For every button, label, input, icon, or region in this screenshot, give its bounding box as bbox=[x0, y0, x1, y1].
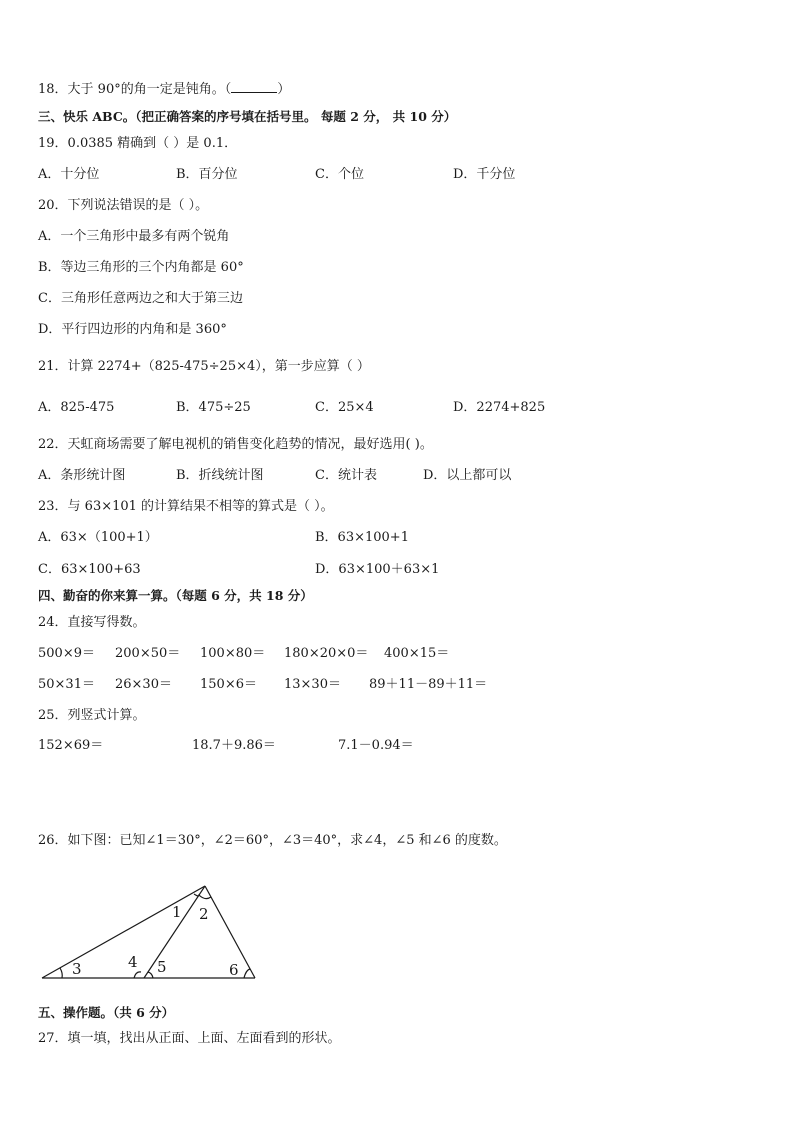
question-18-close: ） bbox=[277, 82, 291, 97]
option-c[interactable]: C．63×100+63 bbox=[38, 562, 141, 577]
option-b[interactable]: B．等边三角形的三个内角都是 60° bbox=[38, 260, 244, 275]
option-a[interactable]: A．条形统计图 bbox=[38, 468, 126, 483]
option-c[interactable]: C．25×4 bbox=[315, 400, 374, 415]
triangle-side bbox=[42, 886, 205, 978]
question-20-stem: 20．下列说法错误的是（ ）。 bbox=[38, 198, 209, 213]
option-b[interactable]: B．63×100+1 bbox=[315, 530, 409, 545]
angle-arc bbox=[199, 895, 211, 899]
option-a[interactable]: A．825-475 bbox=[38, 400, 115, 415]
question-25-stem: 25．列竖式计算。 bbox=[38, 708, 146, 723]
calc-item: 26×30＝ bbox=[115, 677, 172, 692]
calc-item: 180×20×0＝ bbox=[284, 646, 369, 661]
option-c[interactable]: C．个位 bbox=[315, 167, 364, 182]
option-b[interactable]: B．百分位 bbox=[176, 167, 238, 182]
angle-label-5: 5 bbox=[157, 958, 167, 976]
angle-arc bbox=[148, 972, 153, 978]
question-19-stem: 19．0.0385 精确到（ ）是 0.1． bbox=[38, 136, 238, 151]
question-21-stem: 21．计算 2274+（825-475÷25×4），第一步应算（ ） bbox=[38, 359, 370, 374]
option-d[interactable]: D．千分位 bbox=[453, 167, 516, 182]
calc-item: 18.7＋9.86＝ bbox=[192, 738, 276, 753]
angle-arc bbox=[244, 969, 250, 978]
calc-item: 13×30＝ bbox=[284, 677, 341, 692]
calc-item: 7.1－0.94＝ bbox=[338, 738, 414, 753]
triangle-figure bbox=[36, 882, 266, 986]
calc-item: 152×69＝ bbox=[38, 738, 104, 753]
option-b[interactable]: B．折线统计图 bbox=[176, 468, 264, 483]
answer-blank[interactable] bbox=[231, 80, 277, 93]
angle-arc bbox=[134, 972, 141, 978]
angle-arc bbox=[60, 968, 62, 978]
calc-item: 200×50＝ bbox=[115, 646, 181, 661]
option-c[interactable]: C．三角形任意两边之和大于第三边 bbox=[38, 291, 243, 306]
option-c[interactable]: C．统计表 bbox=[315, 468, 377, 483]
angle-label-2: 2 bbox=[199, 905, 209, 923]
question-24-stem: 24．直接写得数。 bbox=[38, 615, 146, 630]
option-d[interactable]: D．2274+825 bbox=[453, 400, 546, 415]
option-a[interactable]: A．十分位 bbox=[38, 167, 100, 182]
question-22-stem: 22．天虹商场需要了解电视机的销售变化趋势的情况，最好选用( )。 bbox=[38, 437, 433, 452]
option-b[interactable]: B．475÷25 bbox=[176, 400, 251, 415]
question-18 bbox=[38, 80, 290, 99]
triangle-cevian bbox=[144, 886, 205, 978]
calc-item: 100×80＝ bbox=[200, 646, 266, 661]
calc-item: 150×6＝ bbox=[200, 677, 257, 692]
option-d[interactable]: D．63×100＋63×1 bbox=[315, 562, 440, 577]
option-d[interactable]: D．以上都可以 bbox=[423, 468, 512, 483]
question-23-stem: 23．与 63×101 的计算结果不相等的算式是（ ）。 bbox=[38, 499, 334, 514]
calc-item: 50×31＝ bbox=[38, 677, 95, 692]
angle-label-6: 6 bbox=[229, 961, 239, 979]
calc-item: 400×15＝ bbox=[384, 646, 450, 661]
angle-label-4: 4 bbox=[128, 953, 138, 971]
question-18-text: 18．大于 90°的角一定是钝角。（ bbox=[38, 82, 232, 97]
option-a[interactable]: A．63×（100+1） bbox=[38, 530, 158, 545]
angle-label-3: 3 bbox=[72, 960, 82, 978]
calc-item: 500×9＝ bbox=[38, 646, 95, 661]
section-3-heading: 三、快乐 ABC。（把正确答案的序号填在括号里。 每题 2 分， 共 10 分） bbox=[38, 109, 457, 124]
section-5-heading: 五、操作题。（共 6 分） bbox=[38, 1005, 175, 1020]
calc-item: 89＋11－89＋11＝ bbox=[369, 677, 488, 692]
section-4-heading: 四、勤奋的你来算一算。（每题 6 分，共 18 分） bbox=[38, 588, 313, 603]
question-27-stem: 27．填一填，找出从正面、上面、左面看到的形状。 bbox=[38, 1031, 341, 1046]
question-26-stem: 26．如下图：已知∠1＝30°，∠2＝60°，∠3＝40°，求∠4，∠5 和∠6 的度数。 bbox=[38, 833, 507, 848]
option-d[interactable]: D．平行四边形的内角和是 360° bbox=[38, 322, 227, 337]
option-a[interactable]: A．一个三角形中最多有两个锐角 bbox=[38, 229, 230, 244]
angle-label-1: 1 bbox=[172, 903, 182, 921]
